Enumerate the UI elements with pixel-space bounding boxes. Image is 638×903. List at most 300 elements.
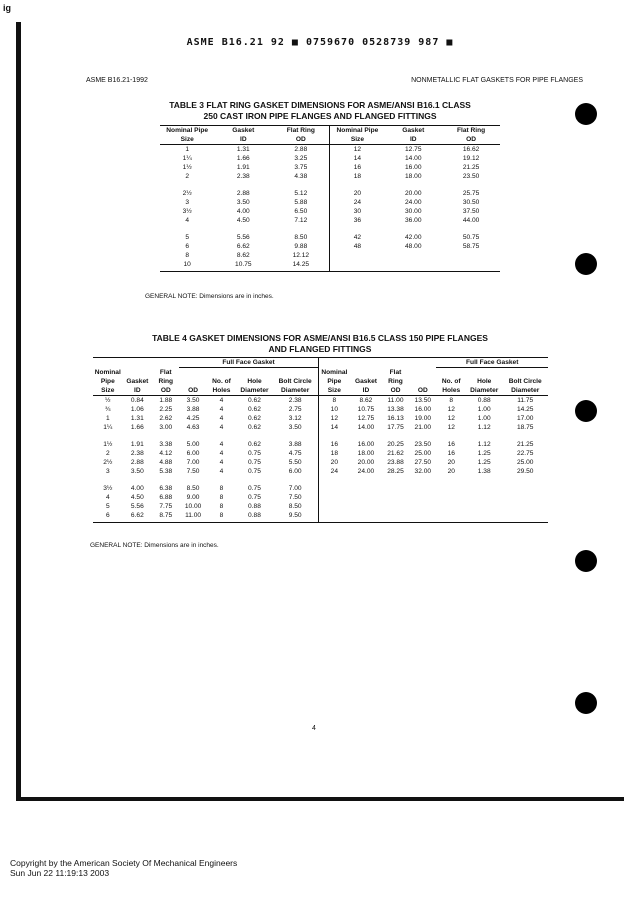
table-cell: 30.50: [462, 199, 480, 206]
table-cell: 42.00: [405, 234, 422, 241]
table3: [160, 125, 500, 272]
table-cell: 19.12: [462, 155, 480, 162]
table-cell: 16: [330, 440, 339, 448]
table-cell: 3.88: [186, 405, 200, 413]
table-cell: [436, 493, 466, 502]
table-cell: 0.75: [248, 449, 261, 457]
table-cell: 50.75: [462, 234, 480, 241]
table-cell: 2.88: [130, 458, 144, 466]
table-cell: 2: [105, 449, 110, 457]
table-cell: [466, 476, 502, 493]
table-cell: 0.88: [236, 511, 272, 523]
table-cell: [318, 502, 350, 511]
table-cell: 1½: [182, 164, 192, 171]
table4-header: No. of: [212, 377, 231, 385]
table-cell: 1.12: [477, 423, 491, 431]
table-cell: 9.88: [272, 242, 330, 251]
table-row: [93, 511, 548, 523]
corner-mark: ig: [3, 3, 11, 13]
table-cell: 0.62: [248, 396, 261, 404]
table-cell: 7.50: [186, 467, 200, 475]
table-cell: [502, 493, 548, 502]
table-cell: 4.75: [273, 449, 319, 458]
table4-header: OD: [382, 386, 409, 396]
table-cell: [382, 476, 409, 493]
table-cell: 20: [447, 467, 455, 475]
table4-header: Size: [318, 386, 350, 396]
table-cell: 17.00: [516, 414, 534, 422]
binder-hole-mark: [575, 400, 597, 422]
table-cell: 8.50: [273, 502, 319, 511]
table4-header: OD: [152, 386, 179, 396]
table-cell: 6.62: [123, 511, 153, 523]
table-cell: 6.00: [186, 449, 200, 457]
table-cell: [442, 251, 500, 260]
table-cell: 0.84: [130, 396, 144, 404]
table-row: [93, 476, 548, 493]
table-cell: 4: [105, 493, 110, 501]
table4-header: Hole: [247, 377, 262, 385]
table3-header: Gasket: [384, 126, 442, 136]
table-row: [93, 493, 548, 502]
table-cell: 36: [353, 217, 362, 224]
table-cell: ½: [105, 396, 111, 404]
table-cell: 20: [447, 458, 455, 466]
table-row: [93, 423, 548, 432]
table-cell: 8: [185, 252, 190, 259]
table-cell: [382, 502, 409, 511]
table-cell: 6.62: [236, 243, 250, 250]
table-row: [93, 449, 548, 458]
table-cell: 8.50: [186, 484, 200, 492]
table3-title-line2: 250 CAST IRON PIPE FLANGES AND FLANGED FITTINGS: [203, 111, 437, 121]
table-cell: [330, 260, 384, 272]
table-cell: [409, 502, 436, 511]
table-cell: 4.12: [159, 449, 173, 457]
table-cell: 4: [219, 414, 224, 422]
table-cell: 12: [330, 414, 339, 422]
table-cell: 5.00: [186, 440, 200, 448]
table-cell: 48.00: [405, 243, 422, 250]
table-cell: 8: [219, 484, 224, 492]
table-cell: 10.75: [214, 260, 272, 272]
table-cell: 2½: [103, 458, 113, 466]
table-cell: 1½: [103, 440, 113, 448]
table4-header: ID: [350, 386, 382, 396]
table-cell: 5.56: [236, 234, 250, 241]
table-row: [160, 260, 500, 272]
table-cell: [466, 502, 502, 511]
table-cell: 4: [219, 467, 224, 475]
copyright-timestamp: Sun Jun 22 11:19:13 2003: [10, 868, 110, 878]
table4-header: OD: [409, 386, 436, 396]
table4-header: Diameter: [236, 386, 272, 396]
table-cell: 8.75: [152, 511, 179, 523]
table-cell: 0.75: [248, 458, 261, 466]
table-cell: 4.50: [130, 493, 144, 501]
table-cell: 1.25: [477, 449, 491, 457]
table-cell: 1.88: [159, 396, 173, 404]
table-cell: 58.75: [462, 243, 480, 250]
table-cell: [350, 511, 382, 523]
copyright-line: Copyright by the American Society Of Mechanical Engineers: [10, 858, 238, 868]
table-cell: 1.31: [236, 146, 250, 153]
table4-header: OD: [179, 386, 206, 396]
table-cell: 3.75: [272, 163, 330, 172]
table-cell: 0.88: [248, 502, 261, 510]
table-cell: 1: [185, 146, 190, 153]
table-cell: 18: [353, 173, 362, 180]
table-cell: 1.91: [236, 164, 250, 171]
table-cell: 3: [185, 199, 190, 206]
table-cell: 6.38: [159, 484, 173, 492]
table-cell: 42: [353, 234, 362, 241]
table-cell: [409, 476, 436, 493]
table-row: [160, 225, 500, 242]
table-cell: 3.50: [130, 467, 144, 475]
table-cell: 7.12: [272, 216, 330, 225]
table-cell: 12: [447, 423, 455, 431]
table-cell: 16: [447, 440, 455, 448]
table-row: [93, 467, 548, 476]
table-cell: 18.00: [357, 449, 375, 457]
table-cell: 5: [185, 234, 190, 241]
table-cell: 2.62: [159, 414, 173, 422]
table-row: [160, 251, 500, 260]
table-cell: [502, 511, 548, 523]
table-cell: 8: [449, 396, 454, 404]
table-cell: ¾: [105, 405, 111, 413]
table4: [93, 357, 548, 523]
table-cell: 37.50: [462, 208, 480, 215]
table3-header: Gasket: [214, 126, 272, 136]
table-cell: 4: [219, 440, 224, 448]
table-cell: 1.66: [236, 155, 250, 162]
table-cell: [318, 511, 350, 523]
table-cell: 3.38: [159, 440, 173, 448]
table-cell: [350, 493, 382, 502]
scan-header: ASME B16.21 92 ■ 0759670 0528739 987 ■: [186, 37, 454, 48]
table-cell: [384, 251, 442, 260]
table-cell: 3: [105, 467, 110, 475]
table-cell: 3.50: [186, 396, 200, 404]
table-cell: 7.50: [273, 493, 319, 502]
table3-header: Flat Ring: [442, 126, 500, 136]
table-cell: 14.00: [357, 423, 375, 431]
table-cell: 8.62: [236, 252, 250, 259]
table-cell: [409, 511, 436, 523]
table-cell: 17.75: [387, 423, 404, 431]
table-cell: 7.75: [159, 502, 173, 510]
table-cell: 13.50: [414, 396, 432, 404]
table-cell: 10: [160, 260, 214, 272]
table-cell: 21.25: [462, 164, 480, 171]
table-cell: 11.75: [517, 396, 534, 404]
table-cell: 1.12: [477, 440, 491, 448]
table-cell: [436, 511, 466, 523]
table-cell: 18.00: [405, 173, 422, 180]
table-cell: 10.00: [184, 502, 202, 510]
table-cell: 25.75: [462, 190, 480, 197]
table-cell: 16.13: [387, 414, 404, 422]
binder-hole-mark: [575, 253, 597, 275]
table-cell: 6.50: [272, 207, 330, 216]
table-cell: 6.00: [273, 467, 319, 476]
table-cell: 1¼: [182, 155, 192, 162]
table-cell: 6.88: [159, 493, 173, 501]
table-cell: 1.91: [130, 440, 144, 448]
table-cell: 2.38: [236, 173, 250, 180]
table-cell: 2.75: [273, 405, 319, 414]
table-cell: 12.75: [405, 146, 422, 153]
table-cell: 8.50: [272, 225, 330, 242]
table-cell: 4: [219, 458, 224, 466]
table-row: [160, 198, 500, 207]
table-cell: 20: [330, 458, 339, 466]
table3-header: Size: [330, 135, 384, 145]
table-cell: 5.12: [272, 181, 330, 198]
table-cell: 14.25: [272, 260, 330, 272]
table-cell: 16.00: [405, 164, 422, 171]
table-cell: 3½: [182, 208, 192, 215]
table-cell: 22.75: [516, 449, 534, 457]
table-cell: 11.00: [179, 511, 206, 523]
table-cell: 1.00: [477, 414, 491, 422]
table-cell: 10.75: [357, 405, 375, 413]
table4-header: Bolt Circle: [273, 377, 319, 386]
table4-header-full-face: Full Face Gasket: [179, 358, 318, 368]
table-cell: 4.00: [130, 484, 144, 492]
table-cell: 7.00: [273, 476, 319, 493]
table-cell: 0.62: [248, 440, 261, 448]
table-cell: 30.00: [405, 208, 422, 215]
table4-header: Ring: [158, 377, 174, 385]
table-row: [93, 414, 548, 423]
table-cell: 4: [185, 217, 190, 224]
table-row: [93, 395, 548, 405]
table-cell: [436, 502, 466, 511]
table-cell: 32.00: [414, 467, 432, 475]
table-cell: 14: [353, 155, 362, 162]
table-cell: 2.88: [236, 190, 250, 197]
table3-header: Size: [160, 135, 214, 145]
table-cell: 9.50: [273, 511, 319, 523]
table4-header: Holes: [207, 386, 237, 396]
table-cell: 0.75: [248, 484, 261, 492]
table3-header: Nominal Pipe: [160, 126, 214, 136]
table-cell: 12.75: [357, 414, 375, 422]
table-cell: 2: [185, 173, 190, 180]
table-cell: 0.75: [248, 467, 261, 475]
table4-title: [92, 333, 548, 355]
table-cell: 20.00: [405, 190, 422, 197]
table-cell: 23.50: [462, 173, 480, 180]
table-row: [93, 405, 548, 414]
table-cell: 48: [353, 243, 362, 250]
table-cell: 2.25: [159, 405, 173, 413]
table-cell: 6: [93, 511, 123, 523]
table-cell: 4.63: [186, 423, 200, 431]
table-cell: 24: [330, 467, 339, 475]
table-cell: 14: [330, 423, 339, 431]
table-cell: 13.38: [387, 405, 404, 413]
table4-header: Gasket: [354, 377, 377, 385]
table-cell: 1.00: [477, 405, 491, 413]
table-cell: 24.00: [357, 467, 375, 475]
table-cell: 25.00: [516, 458, 534, 466]
table-cell: 12: [447, 414, 455, 422]
table-cell: 21.62: [387, 449, 404, 457]
table-row: [93, 458, 548, 467]
bottom-scan-border: [16, 797, 624, 801]
table-cell: 1.38: [477, 467, 491, 475]
running-header-left: ASME B16.21-1992: [86, 77, 148, 84]
table-cell: [466, 511, 502, 523]
table-cell: [382, 493, 409, 502]
table-cell: 25.00: [414, 449, 432, 457]
table-cell: 1.31: [130, 414, 144, 422]
table-cell: [382, 511, 409, 523]
table-cell: 20.00: [357, 458, 375, 466]
table-cell: 4: [219, 405, 224, 413]
table4-header: Ring: [388, 377, 403, 385]
table-cell: 16.62: [462, 146, 480, 153]
binder-hole-mark: [575, 103, 597, 125]
table4-general-note: GENERAL NOTE: Dimensions are in inches.: [90, 542, 219, 549]
table3-header: OD: [442, 135, 500, 145]
table-cell: [436, 476, 466, 493]
table-cell: 4: [219, 396, 224, 404]
binder-hole-mark: [575, 692, 597, 714]
table4-header: No. of: [441, 377, 461, 385]
table-cell: 3.88: [273, 432, 319, 449]
table4-header: Size: [93, 386, 123, 396]
table-cell: [318, 493, 350, 502]
table-cell: 23.88: [387, 458, 404, 466]
table-cell: 24: [353, 199, 362, 206]
table-cell: 2.38: [130, 449, 144, 457]
table-cell: 4: [219, 423, 224, 431]
table-cell: 1: [105, 414, 110, 422]
table-cell: 28.25: [387, 467, 404, 475]
table-cell: 4.25: [186, 414, 200, 422]
table-cell: 24.00: [405, 199, 422, 206]
table3-header: Nominal Pipe: [330, 126, 384, 136]
table3-title-line1: TABLE 3 FLAT RING GASKET DIMENSIONS FOR ASME/ANSI B16.1 CLASS: [169, 100, 471, 110]
table-row: [160, 216, 500, 225]
table-row: [93, 502, 548, 511]
table-cell: 5.50: [273, 458, 319, 467]
table4-header: Holes: [436, 386, 466, 396]
table-cell: 3.12: [273, 414, 319, 423]
table-cell: 3.25: [272, 154, 330, 163]
table-cell: 3½: [103, 484, 113, 492]
table-cell: 18.75: [516, 423, 534, 431]
table-cell: [409, 493, 436, 502]
table4-title-line1: TABLE 4 GASKET DIMENSIONS FOR ASME/ANSI B16.5 CLASS 150 PIPE FLANGES: [152, 333, 488, 343]
table-cell: [330, 251, 384, 260]
table-cell: [350, 476, 382, 493]
table-cell: 1.66: [130, 423, 144, 431]
table-cell: [502, 476, 548, 493]
table-cell: 19.00: [414, 414, 432, 422]
table-cell: [466, 493, 502, 502]
table-cell: 8: [332, 396, 337, 404]
table4-title-line2: AND FLANGED FITTINGS: [268, 344, 372, 354]
table4-header: Bolt Circle: [508, 377, 542, 385]
table-cell: 29.50: [516, 467, 534, 475]
binder-hole-mark: [575, 550, 597, 572]
running-header-right: NONMETALLIC FLAT GASKETS FOR PIPE FLANGES: [411, 77, 583, 84]
table-row: [160, 145, 500, 155]
table-cell: 1.25: [477, 458, 491, 466]
table-cell: 1¼: [103, 423, 113, 431]
table-cell: 0.62: [248, 405, 261, 413]
table-cell: 6: [185, 243, 190, 250]
table-cell: 4.88: [159, 458, 173, 466]
table-cell: 2.88: [272, 145, 330, 155]
table-cell: 3.00: [159, 423, 173, 431]
table3-header: OD: [272, 135, 330, 145]
table-cell: 3.50: [236, 199, 250, 206]
table-cell: 0.62: [248, 414, 261, 422]
table-cell: 7.00: [186, 458, 200, 466]
table-cell: 16.00: [414, 405, 432, 413]
table-cell: 12: [447, 405, 455, 413]
table-cell: 14.00: [405, 155, 422, 162]
table4-header: Diameter: [466, 386, 502, 396]
table-row: [93, 432, 548, 449]
table-cell: 12: [353, 146, 362, 153]
table-cell: 36.00: [405, 217, 422, 224]
table3-general-note: GENERAL NOTE: Dimensions are in inches.: [145, 293, 274, 300]
table4-header: Hole: [477, 377, 492, 385]
table3-header: ID: [384, 135, 442, 145]
table3-header: ID: [214, 135, 272, 145]
table4-header: Flat: [159, 368, 172, 376]
table3-header: Flat Ring: [272, 126, 330, 136]
table-cell: 18: [330, 449, 339, 457]
table-cell: 0.75: [248, 493, 261, 501]
table-cell: 8: [219, 493, 224, 501]
table-cell: 27.50: [414, 458, 432, 466]
table-cell: 9.00: [186, 493, 200, 501]
table-cell: 11.00: [387, 396, 404, 404]
table-cell: 30: [353, 208, 362, 215]
table-row: [160, 163, 500, 172]
table-cell: 4.38: [272, 172, 330, 181]
table-cell: [350, 502, 382, 511]
table-cell: 8: [219, 502, 224, 510]
table4-header: Diameter: [273, 386, 319, 396]
table-cell: 2½: [182, 190, 192, 197]
table-row: [160, 242, 500, 251]
table4-header-full-face: Full Face Gasket: [436, 358, 548, 368]
table-row: [160, 154, 500, 163]
table-cell: 16: [353, 164, 362, 171]
table-cell: 0.62: [248, 423, 261, 431]
copyright-notice: [10, 858, 237, 878]
table-cell: 8.62: [359, 396, 373, 404]
table-cell: 21.00: [414, 423, 432, 431]
page-number: 4: [312, 725, 316, 732]
table-cell: 16: [447, 449, 455, 457]
table4-header: Nominal: [94, 368, 121, 376]
table-row: [160, 181, 500, 198]
table-cell: [502, 502, 548, 511]
table-cell: 44.00: [462, 217, 480, 224]
table4-header: Pipe: [327, 377, 342, 385]
